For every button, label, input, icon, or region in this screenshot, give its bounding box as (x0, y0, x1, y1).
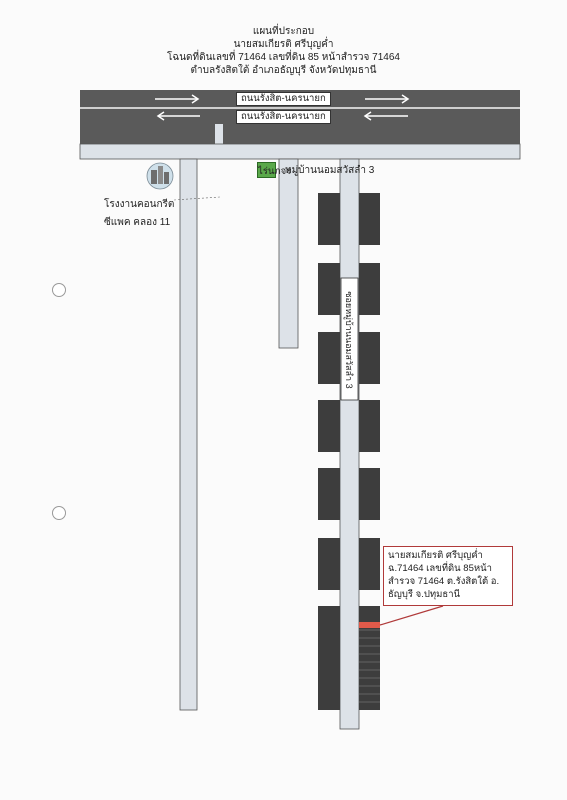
village-label: หมู่บ้านนอมสวัสลำ 3 (285, 165, 375, 176)
callout-line-3: สำรวจ 71464 ต.รังสิตใต้ อ. (388, 576, 500, 587)
binder-hole-bottom (52, 506, 66, 520)
owner-name: นายสมเกียรติ ศรีบุญค่ำ (233, 39, 334, 50)
callout-leader (380, 606, 443, 625)
village-soi (340, 159, 359, 729)
map-title: แผนที่ประกอบ (252, 26, 315, 37)
plot-marker (359, 622, 380, 628)
main-road-label-upper: ถนนรังสิต-นครนายก (236, 92, 331, 106)
factory-label: โรงงานคอนกรีต (104, 199, 175, 210)
callout-line-4: ธัญบุรี จ.ปทุมธานี (388, 589, 461, 600)
factory-icon (147, 163, 173, 189)
road-divider (80, 107, 520, 109)
plot-callout (383, 546, 513, 606)
house-blocks-right (359, 193, 380, 710)
u-turn-gap (215, 124, 223, 144)
main-road-lower-right (223, 124, 520, 144)
frontage-road (80, 144, 520, 159)
factory-road (180, 159, 197, 710)
factory-label-2: ซีแพค คลอง 11 (104, 217, 171, 228)
callout-line-2: ฉ.71464 เลขที่ดิน 85หน้า (388, 563, 492, 574)
deed-info: โฉนดที่ดินเลขที่ 71464 เลขที่ดิน 85 หน้าสำรวจ 71464 (167, 52, 400, 63)
main-road-label-lower: ถนนรังสิต-นครนายก (236, 110, 331, 124)
house-blocks-left (318, 193, 340, 710)
location-info: ตำบลรังสิตใต้ อำเภอธัญบุรี จังหวัดปทุมธานี (190, 65, 377, 76)
main-road-lower-left (80, 124, 215, 144)
soi-label: ซอยหมู่บ้านนอมสวัสลำ 3 (344, 291, 354, 389)
shop-label: ไร่นภจร (258, 166, 292, 177)
binder-hole-top (52, 283, 66, 297)
short-road (279, 159, 298, 348)
callout-line-1: นายสมเกียรติ ศรีบุญค่ำ (388, 550, 483, 561)
